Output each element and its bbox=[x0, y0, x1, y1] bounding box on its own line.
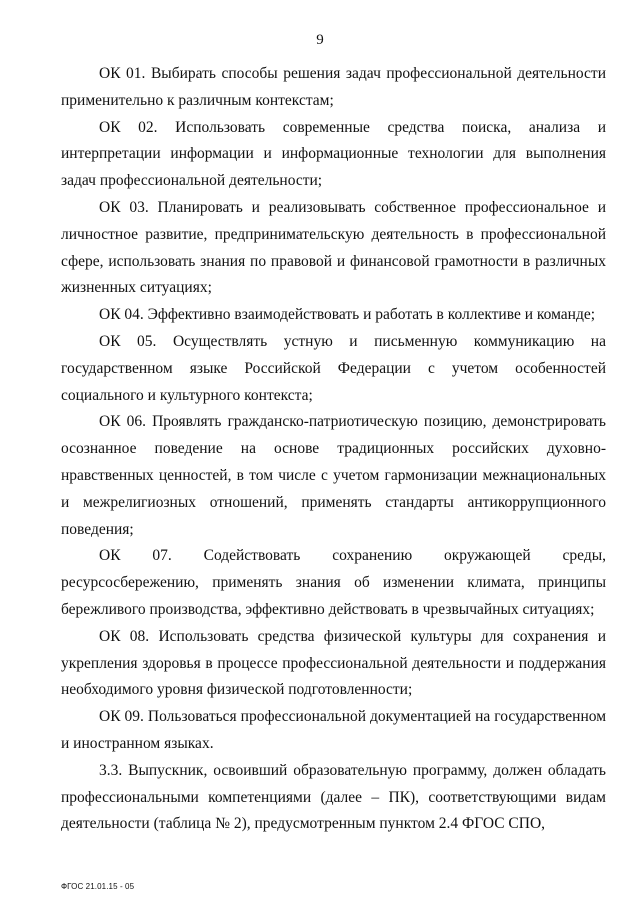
section-3-3-paragraph: 3.3. Выпускник, освоивший образовательную программу, должен обладать профессиональными компетенциями (далее – ПК), соответствующими видам деятельности (таблица № 2), предусмотренным пунктом 2.4 ФГОС СПО, bbox=[61, 761, 606, 833]
document-body bbox=[61, 61, 606, 838]
competency-ok-02: ОК 02. Использовать современные средства поиска, анализа и интерпретации информации и информационные технологии для выполнения задач профессиональной деятельности; bbox=[61, 118, 606, 190]
competency-ok-09: ОК 09. Пользоваться профессиональной документацией на государственном и иностранном языках. bbox=[61, 708, 606, 752]
competency-ok-06: ОК 06. Проявлять гражданско-патриотическую позицию, демонстрировать осознанное поведение на основе традиционных российских духовно-нравственных ценностей, в том числе с учетом гармонизации межнациональных и межрелигиозных отношений, применять стандарты антикоррупционного поведения; bbox=[61, 413, 606, 538]
competency-ok-03: ОК 03. Планировать и реализовывать собственное профессиональное и личностное развитие, предпринимательскую деятельность в профессиональной сфере, использовать знания по правовой и финансовой грамотности в различных жизненных ситуациях; bbox=[61, 198, 606, 297]
page-number: 9 bbox=[316, 32, 324, 48]
competency-ok-05: ОК 05. Осуществлять устную и письменную коммуникацию на государственном языке Российской Федерации с учетом особенностей социального и культурного контекста; bbox=[61, 332, 606, 404]
competency-ok-07: ОК 07. Содействовать сохранению окружающей среды, ресурсосбережению, применять знания об изменении климата, принципы бережливого производства, эффективно действовать в чрезвычайных ситуациях; bbox=[61, 547, 606, 618]
competency-ok-01: ОК 01. Выбирать способы решения задач профессиональной деятельности применительно к различным контекстам; bbox=[61, 65, 606, 109]
footer-document-code: ФГОС 21.01.15 - 05 bbox=[61, 882, 135, 891]
competency-ok-04: ОК 04. Эффективно взаимодействовать и работать в коллективе и команде; bbox=[99, 306, 596, 324]
competency-ok-08: ОК 08. Использовать средства физической культуры для сохранения и укрепления здоровья в процессе профессиональной деятельности и поддержания необходимого уровня физической подготовленности; bbox=[61, 627, 606, 699]
